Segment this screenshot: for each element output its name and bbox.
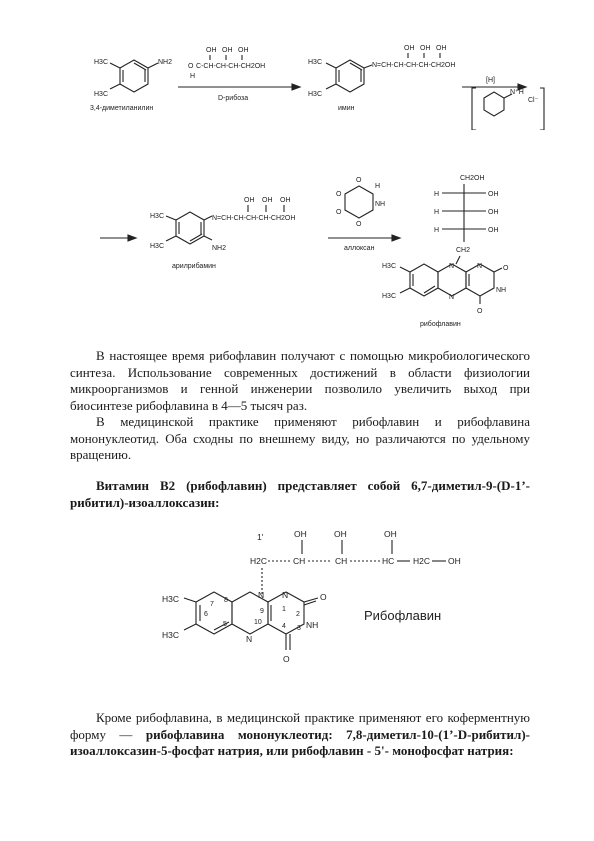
h-label: H <box>434 191 440 198</box>
scheme-synthesis-step1 <box>0 30 594 130</box>
oh-label: OH <box>206 47 217 54</box>
hc-label: HC <box>382 556 395 566</box>
h3c-label: H3C <box>150 213 165 220</box>
o-label: O <box>336 191 342 198</box>
chloride-label: Cl⁻ <box>528 97 539 104</box>
nh2-label: NH2 <box>212 245 227 252</box>
h3c-label: H3C <box>162 630 180 640</box>
reductant-reagent <box>462 77 544 130</box>
paragraph-text: В настоящее время рибофлавин получают с помощью микробиологического синтеза. Использование современных достижений в области физиологии микроорганизмов и генной инженерии позволило увеличить выход при биосинтезе рибофлавина в 4—5 тысяч раз. <box>70 348 530 413</box>
paragraph-text: Кроме рибофлавина, в медицинской практике применяют его коферментную форму — <box>70 710 530 742</box>
n-label: N <box>282 590 289 600</box>
oh-label: OH <box>334 529 347 539</box>
arrow-label: D-рибоза <box>218 95 249 102</box>
position-label: 6 <box>204 611 208 618</box>
paragraph-text: Витамин В2 (рибофлавин) представляет собой 6,7-диметил-9-(D-1’-рибитил)-изоаллоксазин: <box>70 478 530 510</box>
oh-label: OH <box>294 529 307 539</box>
imine-chain: N=CH-CH-CH-CH-CH2OH <box>372 62 456 69</box>
position-label: 4 <box>282 623 286 630</box>
oh-label: OH <box>448 556 461 566</box>
o-label: O <box>283 654 290 664</box>
position-label: 7 <box>210 601 214 608</box>
oh-label: OH <box>384 529 397 539</box>
ribamine-chain: N=CH-CH-CH-CH-CH2OH <box>212 215 296 222</box>
oh-label: OH <box>222 47 233 54</box>
paragraph-biosynthesis <box>70 348 530 414</box>
h-label: H <box>375 183 381 190</box>
oh-label: OH <box>488 209 499 216</box>
oh-label: OH <box>436 45 447 52</box>
alloxan-reagent <box>328 177 400 252</box>
riboflavin-small-structure <box>382 175 509 328</box>
h-label: H <box>434 227 440 234</box>
n-label: N <box>449 263 455 270</box>
riboflavin-structure <box>0 518 594 693</box>
oh-label: OH <box>244 197 255 204</box>
oh-label: OH <box>280 197 291 204</box>
paragraph-text: В медицинской практике применяют рибофлавин и рибофлавина мононуклеотид. Оба сходны по внешнему виду, но различаются по удельному вращению. <box>70 414 530 462</box>
oh-label: OH <box>238 47 249 54</box>
nh-label: NH <box>375 201 386 208</box>
arrow-label: аллоксан <box>344 245 375 252</box>
h2c-label: H2C <box>413 556 431 566</box>
position-label: 3 <box>297 625 301 632</box>
ch-label: CH <box>293 556 306 566</box>
paragraph-coenzyme-form <box>70 710 530 760</box>
position-label: 8 <box>224 597 228 604</box>
position-label: 1' <box>257 532 264 542</box>
h-label: H <box>190 73 196 80</box>
o-label: O <box>188 63 194 70</box>
scheme-synthesis-step2 <box>0 168 594 338</box>
h3c-label: H3C <box>308 91 323 98</box>
o-label: O <box>356 177 362 184</box>
ribose-reagent <box>178 47 300 102</box>
arylribamine-structure <box>150 197 295 270</box>
n-label: N <box>246 634 253 644</box>
o-label: O <box>336 209 342 216</box>
nh-label: NH <box>496 287 507 294</box>
compound-name: имин <box>338 105 355 112</box>
compound-name: рибофлавин <box>420 321 461 328</box>
paragraph-medical-use <box>70 414 530 464</box>
h3c-label: H3C <box>150 243 165 250</box>
ch-label: CH <box>335 556 348 566</box>
paragraph-vitamin-b2-definition <box>70 478 530 511</box>
imine-structure <box>308 45 455 112</box>
h3c-label: H3C <box>308 59 323 66</box>
o-label: O <box>356 221 362 228</box>
o-label: O <box>477 308 483 315</box>
hydrogen-label: [H] <box>486 77 495 84</box>
h-label: H <box>434 209 440 216</box>
ribose-chain: C-CH-CH-CH-CH2OH <box>196 63 266 70</box>
compound-name: 3,4-диметиланилин <box>90 105 154 112</box>
o-label: O <box>320 592 327 602</box>
position-label: 2 <box>296 611 300 618</box>
h2c-label: H2C <box>250 556 268 566</box>
pyridinium-label: N⁺H <box>510 89 524 96</box>
h3c-label: H3C <box>382 293 397 300</box>
n-label: N <box>449 294 455 301</box>
compound-name: арилрибамин <box>172 263 216 270</box>
oh-label: OH <box>488 227 499 234</box>
nh-label: NH <box>306 620 319 630</box>
oh-label: OH <box>488 191 499 198</box>
ch2oh-label: CH2OH <box>460 175 485 182</box>
h3c-label: H3C <box>94 59 109 66</box>
dimethylaniline-structure <box>90 59 172 112</box>
n-label: N <box>258 590 265 600</box>
o-label: O <box>503 265 509 272</box>
oh-label: OH <box>420 45 431 52</box>
h3c-label: H3C <box>94 91 109 98</box>
position-label: 10 <box>254 619 262 626</box>
nh2-label: NH2 <box>158 59 173 66</box>
position-label: 9 <box>260 608 264 615</box>
h3c-label: H3C <box>382 263 397 270</box>
oh-label: OH <box>262 197 273 204</box>
ch2-label: CH2 <box>456 247 471 254</box>
n-label: N <box>477 263 483 270</box>
position-label: 1 <box>282 606 286 613</box>
oh-label: OH <box>404 45 415 52</box>
paragraph-bold-text: рибофлавина мононуклеотид: 7,8-диметил-10-(1’-D-рибитил)-изоаллоксазин-5-фосфат натрия, или рибофлавин - 5'- монофосфат натрия: <box>70 726 531 758</box>
position-label: 5 <box>223 621 227 628</box>
h3c-label: H3C <box>162 594 180 604</box>
structure-label: Рибофлавин <box>364 608 442 623</box>
